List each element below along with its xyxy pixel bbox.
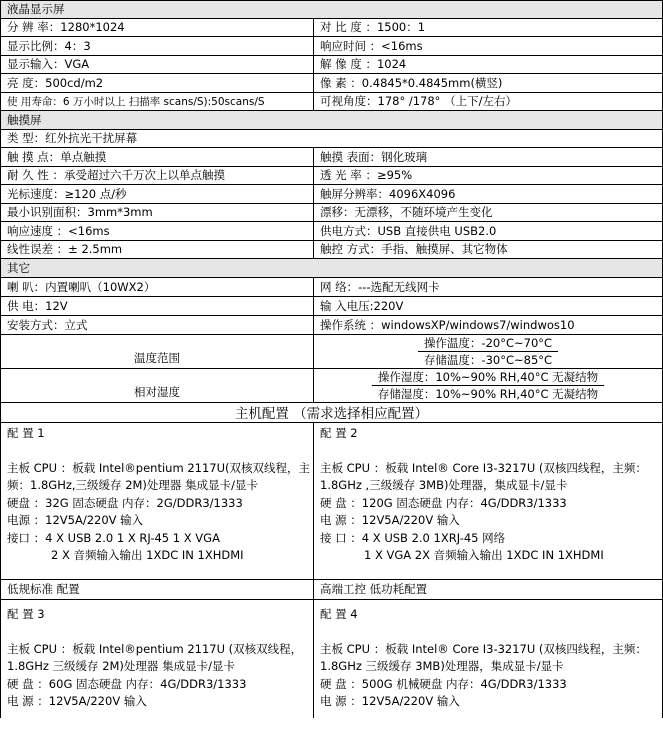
section-title: 液晶显示屏 [7,2,65,17]
spec-row [0,222,663,241]
config-line: 1.8GHz 三级缓存 2M)处理器 集成显卡/显卡 [7,659,235,673]
config-line: 2 X 音频输入输出 1XDC IN 1XHDMI [51,548,244,562]
config-name: 配 置 3 [7,606,45,621]
config-line: 电源 ：12V5A/220V 输入 [7,513,144,527]
host-config-header [0,403,663,423]
spec-cell: 安装方式：立式 [1,316,314,334]
spec-cell: 分 辨 率：1280*1024 [1,19,314,37]
spec-row [0,204,663,223]
config-row [0,423,663,580]
config-line: 主板 CPU ：板载 Intel® Core I3-3217U (双核四线程，主频： [320,460,647,475]
spec-cell: 触屏分辨率：4096X4096 [320,186,456,201]
spec-cell: 亮 度：500cd/m2 [1,74,314,92]
spec-cell: 光标速度：≥120 点/秒 [1,185,314,203]
config-name: 配 置 1 [7,425,45,440]
spec-row [0,74,663,93]
spec-cell: 最小识别面积：3mm*3mm [1,204,314,222]
config-3 [1,600,314,718]
spec-cell: 使 用寿命：6 万小时以上 扫描率 scans/S):50scans/S [1,93,314,111]
storage-temperature: 存储温度：-30°C~85°C [423,352,553,367]
operating-temperature: 操作温度：-20°C~70°C [418,335,558,352]
config-line: 主板 CPU ：板载 Intel®pentium 2117U (双核双线程， [7,641,303,656]
section-title: 触摸屏 [7,112,42,127]
spec-row [0,167,663,186]
spec-row [0,93,663,112]
spec-row [0,185,663,204]
spec-cell: 解 像 度 ：1024 [320,57,407,72]
config-line: 主板 CPU ：板载 Intel® Core I3-3217U (双核四线程，主频： [320,641,647,656]
spec-row [0,19,663,38]
host-config-title: 主机配置 （需求选择相应配置） [234,406,429,422]
config-name: 配 置 2 [320,425,358,440]
config-row [0,600,663,718]
spec-cell: 输 入电压:220V [320,298,404,313]
spec-row [0,130,663,149]
spec-cell: 显示比例：4：3 [1,37,314,55]
config-line: 电 源 ：12V5A/220V 输入 [320,694,460,708]
config-name: 配 置 4 [320,606,358,621]
spec-cell: 响应时间 ：<16ms [320,38,423,53]
spec-cell: 对 比 度 ：1500：1 [320,20,426,35]
spec-row [0,148,663,167]
spec-row [0,56,663,75]
config-line: 接口 ：4 X USB 2.0 1 X RJ-45 1 X VGA [7,530,220,545]
config-2-footer: 高端工控 低功耗配置 [320,582,428,596]
spec-cell: 线性误差 ：± 2.5mm [1,241,314,259]
spec-cell: 耐 久 性 ：承受超过六千万次上以单点触摸 [1,167,314,185]
storage-humidity: 存储湿度：10%~90% RH,40°C 无凝结物 [377,386,599,401]
spec-cell: 网 络：---选配无线网卡 [320,279,440,294]
section-header-touch [0,111,663,130]
temperature-row [0,335,663,369]
spec-cell: 触 摸 点：单点触摸 [1,148,314,166]
config-line: 1.8GHz 三级缓存 3MB)处理器，集成显卡/显卡 [320,659,564,673]
config-2 [314,423,662,579]
section-title: 其它 [7,260,30,275]
spec-row [0,37,663,56]
spec-cell: 像 素 ：0.4845*0.4845mm(横竖) [320,75,503,90]
section-header-other [0,259,663,278]
spec-cell: 显示输入：VGA [1,56,314,74]
humidity-label: 相对湿度 [1,369,314,402]
config-4 [314,600,662,718]
config-line: 接 口 ：4 X USB 2.0 1XRJ-45 网络 [320,530,506,545]
config-1-footer: 低规标准 配置 [1,580,314,599]
spec-cell: 触摸 表面：钢化玻璃 [320,149,428,164]
spec-row [0,278,663,297]
config-line: 硬 盘 ：500G 机械硬盘 内存：4G/DDR3/1333 [320,676,567,691]
humidity-values [314,369,662,402]
config-line: 硬 盘 ：60G 固态硬盘 内存：4G/DDR3/1333 [7,676,247,691]
spec-cell: 触控 方式：手指、触摸屏、其它物体 [320,242,508,257]
config-line: 电 源 ：12V5A/220V 输入 [7,694,147,708]
temperature-values [314,335,662,368]
temperature-label: 温度范围 [1,335,314,368]
operating-humidity: 操作湿度：10%~90% RH,40°C 无凝结物 [372,369,604,386]
config-line: 频：1.8GHz,三级缓存 2M)处理器 集成显卡/显卡 [7,478,258,492]
spec-cell: 响应速度 ：<16ms [1,222,314,240]
spec-cell: 供 电：12V [1,297,314,315]
config-footer-row [0,580,663,600]
spec-cell: 供电方式：USB 直接供电 USB2.0 [320,223,497,238]
config-line: 硬 盘 ：120G 固态硬盘 内存：4G/DDR3/1333 [320,495,567,510]
config-line: 主板 CPU ：板载 Intel®pentium 2117U(双核双线程，主 [7,460,310,475]
humidity-row [0,369,663,403]
config-line: 电 源 ：12V5A/220V 输入 [320,513,460,527]
spec-cell: 操作系统 ：windowsXP/windows7/windwos10 [320,317,575,332]
spec-cell: 类 型：红外抗光干扰屏幕 [7,131,138,146]
spec-row [0,297,663,316]
spec-cell: 透 光 率 ：≥95% [320,168,413,183]
config-line: 1 X VGA 2X 音频输入输出 1XDC IN 1XHDMI [364,548,604,562]
spec-cell: 可视角度：178° /178° （上下/左右） [320,94,517,109]
config-1 [1,423,314,579]
spec-row [0,316,663,335]
config-line: 1.8GHz ,三级缓存 3MB)处理器，集成显卡/显卡 [320,478,568,492]
section-header-lcd [0,0,663,19]
config-line: 硬盘 ：32G 固态硬盘 内存：2G/DDR3/1333 [7,495,243,510]
spec-cell: 漂移：无漂移，不随环境产生变化 [320,205,493,220]
spec-row [0,241,663,260]
spec-cell: 喇 叭：内置喇叭（10WX2） [1,278,314,296]
